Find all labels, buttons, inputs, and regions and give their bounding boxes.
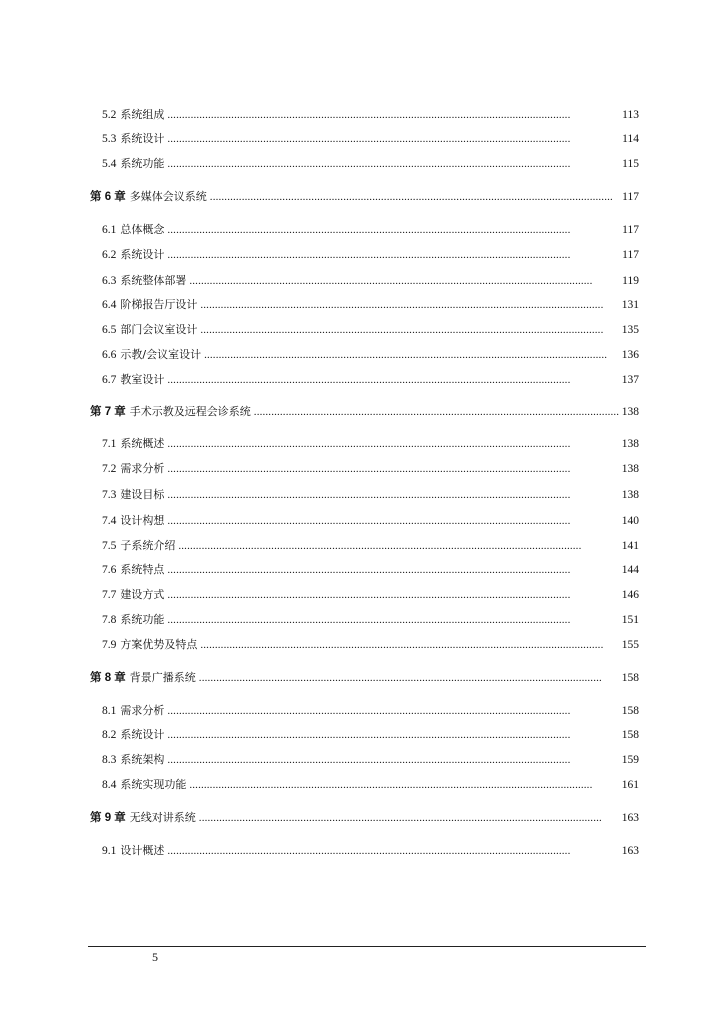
- toc-section-entry[interactable]: [0, 749, 723, 767]
- toc-entry-page: 138: [621, 463, 639, 475]
- toc-entry-page: 117: [622, 249, 639, 261]
- toc-section-entry[interactable]: [0, 270, 723, 288]
- toc-entry-number: 7.6: [102, 564, 117, 576]
- toc-entry-page: 113: [622, 109, 639, 121]
- toc-entry-number: 9.1: [102, 845, 117, 857]
- toc-leader-dots: [210, 190, 619, 204]
- toc-section-entry[interactable]: [0, 433, 723, 451]
- toc-entry-title: 系统功能: [120, 157, 165, 170]
- toc-section-entry[interactable]: [0, 840, 723, 858]
- toc-entry-page: 136: [621, 349, 639, 361]
- toc-entry-title: 系统架构: [120, 753, 165, 766]
- toc-entry-title: 部门会议室设计: [120, 323, 198, 336]
- toc-entry-number: 5.2: [102, 109, 117, 121]
- toc-entry-page: 151: [621, 614, 639, 626]
- toc-entry-page: 158: [621, 729, 639, 741]
- toc-entry-number: 第 9 章: [90, 812, 126, 824]
- toc-chapter-entry[interactable]: [0, 186, 723, 204]
- toc-leader-dots: [200, 298, 618, 312]
- toc-entry-number: 6.3: [102, 275, 117, 287]
- toc-section-entry[interactable]: [0, 535, 723, 553]
- toc-section-entry[interactable]: [0, 634, 723, 652]
- toc-leader-dots: [167, 613, 618, 627]
- toc-entry-page: 158: [621, 705, 639, 717]
- toc-entry-number: 7.5: [102, 540, 117, 552]
- toc-entry-number: 6.1: [102, 224, 117, 236]
- toc-leader-dots: [167, 462, 618, 476]
- toc-entry-page: 146: [621, 589, 639, 601]
- toc-entry-title: 设计构想: [120, 514, 165, 527]
- toc-entry-title: 系统设计: [120, 728, 165, 741]
- toc-section-entry[interactable]: [0, 510, 723, 528]
- toc-entry-number: 第 8 章: [90, 672, 126, 684]
- toc-section-entry[interactable]: [0, 319, 723, 337]
- toc-entry-title: 总体概念: [120, 223, 165, 236]
- toc-entry-number: 5.3: [102, 133, 117, 145]
- toc-section-entry[interactable]: [0, 369, 723, 387]
- toc-entry-page: 115: [622, 158, 639, 170]
- toc-entry-title: 子系统介绍: [120, 539, 176, 552]
- toc-entry-page: 155: [621, 639, 639, 651]
- toc-section-entry[interactable]: [0, 609, 723, 627]
- toc-entry-title: 系统设计: [120, 248, 165, 261]
- toc-entry-page: 114: [622, 133, 639, 145]
- toc-section-entry[interactable]: [0, 724, 723, 742]
- toc-entry-number: 7.7: [102, 589, 117, 601]
- toc-entry-number: 7.2: [102, 463, 117, 475]
- toc-section-entry[interactable]: [0, 104, 723, 122]
- toc-leader-dots: [167, 157, 619, 171]
- toc-entry-number: 第 7 章: [90, 406, 126, 418]
- toc-entry-page: 138: [621, 406, 639, 418]
- toc-entry-title: 阶梯报告厅设计: [120, 298, 198, 311]
- toc-leader-dots: [189, 778, 618, 792]
- toc-entry-number: 7.9: [102, 639, 117, 651]
- toc-section-entry[interactable]: [0, 344, 723, 362]
- toc-entry-number: 8.3: [102, 754, 117, 766]
- toc-entry-number: 8.2: [102, 729, 117, 741]
- toc-section-entry[interactable]: [0, 484, 723, 502]
- toc-entry-title: 系统设计: [120, 132, 165, 145]
- toc-leader-dots: [167, 132, 619, 146]
- toc-leader-dots: [167, 753, 618, 767]
- toc-entry-title: 系统整体部署: [120, 274, 187, 287]
- toc-entry-title: 系统组成: [120, 108, 165, 121]
- toc-entry-title: 设计概述: [120, 844, 165, 857]
- toc-leader-dots: [167, 844, 618, 858]
- toc-leader-dots: [199, 671, 619, 685]
- toc-entry-title: 手术示教及远程会诊系统: [129, 405, 251, 418]
- toc-leader-dots: [167, 488, 618, 502]
- toc-section-entry[interactable]: [0, 244, 723, 262]
- toc-section-entry[interactable]: [0, 294, 723, 312]
- toc-entry-title: 方案优势及特点: [120, 638, 198, 651]
- toc-chapter-entry[interactable]: [0, 401, 723, 419]
- toc-entry-page: 137: [621, 374, 639, 386]
- toc-entry-page: 131: [621, 299, 639, 311]
- toc-section-entry[interactable]: [0, 219, 723, 237]
- toc-leader-dots: [167, 514, 618, 528]
- toc-leader-dots: [199, 811, 619, 825]
- toc-entry-page: 140: [621, 515, 639, 527]
- toc-leader-dots: [200, 323, 618, 337]
- toc-leader-dots: [167, 437, 618, 451]
- toc-section-entry[interactable]: [0, 774, 723, 792]
- toc-entry-page: 119: [622, 275, 639, 287]
- toc-entry-page: 117: [622, 191, 639, 203]
- toc-entry-page: 158: [621, 672, 639, 684]
- toc-entry-page: 163: [621, 845, 639, 857]
- footer-divider: [88, 946, 646, 947]
- toc-entry-title: 无线对讲系统: [129, 811, 196, 824]
- toc-entry-title: 建设方式: [120, 588, 165, 601]
- toc-leader-dots: [189, 274, 619, 288]
- toc-leader-dots: [200, 638, 618, 652]
- toc-entry-number: 8.1: [102, 705, 117, 717]
- page-number: 5: [152, 950, 158, 964]
- toc-entry-page: 161: [621, 779, 639, 791]
- toc-entry-number: 7.1: [102, 438, 117, 450]
- toc-chapter-entry[interactable]: [0, 667, 723, 685]
- toc-entry-title: 教室设计: [120, 373, 165, 386]
- toc-entry-page: 117: [622, 224, 639, 236]
- toc-entry-page: 163: [621, 812, 639, 824]
- toc-section-entry[interactable]: [0, 458, 723, 476]
- toc-entry-number: 7.3: [102, 489, 117, 501]
- toc-entry-number: 6.6: [102, 349, 117, 361]
- toc-entry-page: 135: [621, 324, 639, 336]
- toc-entry-number: 5.4: [102, 158, 117, 170]
- toc-leader-dots: [167, 248, 619, 262]
- toc-leader-dots: [254, 405, 619, 419]
- toc-chapter-entry[interactable]: [0, 807, 723, 825]
- toc-entry-page: 138: [621, 489, 639, 501]
- toc-entry-title: 多媒体会议系统: [129, 190, 207, 203]
- toc-entry-number: 8.4: [102, 779, 117, 791]
- toc-entry-number: 6.4: [102, 299, 117, 311]
- toc-entry-number: 第 6 章: [90, 191, 126, 203]
- toc-leader-dots: [167, 588, 618, 602]
- toc-entry-page: 141: [621, 540, 639, 552]
- toc-leader-dots: [167, 704, 618, 718]
- toc-leader-dots: [178, 539, 618, 553]
- toc-entry-title: 系统概述: [120, 437, 165, 450]
- toc-entry-title: 建设目标: [120, 488, 165, 501]
- toc-entry-number: 6.5: [102, 324, 117, 336]
- toc-entry-title: 背景广播系统: [129, 671, 196, 684]
- toc-entry-title: 系统实现功能: [120, 778, 187, 791]
- toc-section-entry[interactable]: [0, 559, 723, 577]
- toc-leader-dots: [167, 563, 618, 577]
- toc-leader-dots: [167, 223, 619, 237]
- toc-entry-number: 7.8: [102, 614, 117, 626]
- toc-section-entry[interactable]: [0, 700, 723, 718]
- toc-entry-title: 系统特点: [120, 563, 165, 576]
- toc-entry-number: 6.7: [102, 374, 117, 386]
- toc-entry-page: 159: [621, 754, 639, 766]
- toc-section-entry[interactable]: [0, 153, 723, 171]
- toc-entry-title: 需求分析: [120, 704, 165, 717]
- toc-leader-dots: [204, 348, 619, 362]
- toc-leader-dots: [167, 108, 619, 122]
- toc-entry-page: 144: [621, 564, 639, 576]
- toc-entry-title: 系统功能: [120, 613, 165, 626]
- toc-leader-dots: [167, 373, 618, 387]
- toc-entry-number: 6.2: [102, 249, 117, 261]
- toc-leader-dots: [167, 728, 618, 742]
- toc-entry-page: 138: [621, 438, 639, 450]
- toc-section-entry[interactable]: [0, 584, 723, 602]
- toc-entry-number: 7.4: [102, 515, 117, 527]
- toc-entry-title: 需求分析: [120, 462, 165, 475]
- toc-entry-title: 示教/会议室设计: [120, 348, 202, 361]
- toc-section-entry[interactable]: [0, 128, 723, 146]
